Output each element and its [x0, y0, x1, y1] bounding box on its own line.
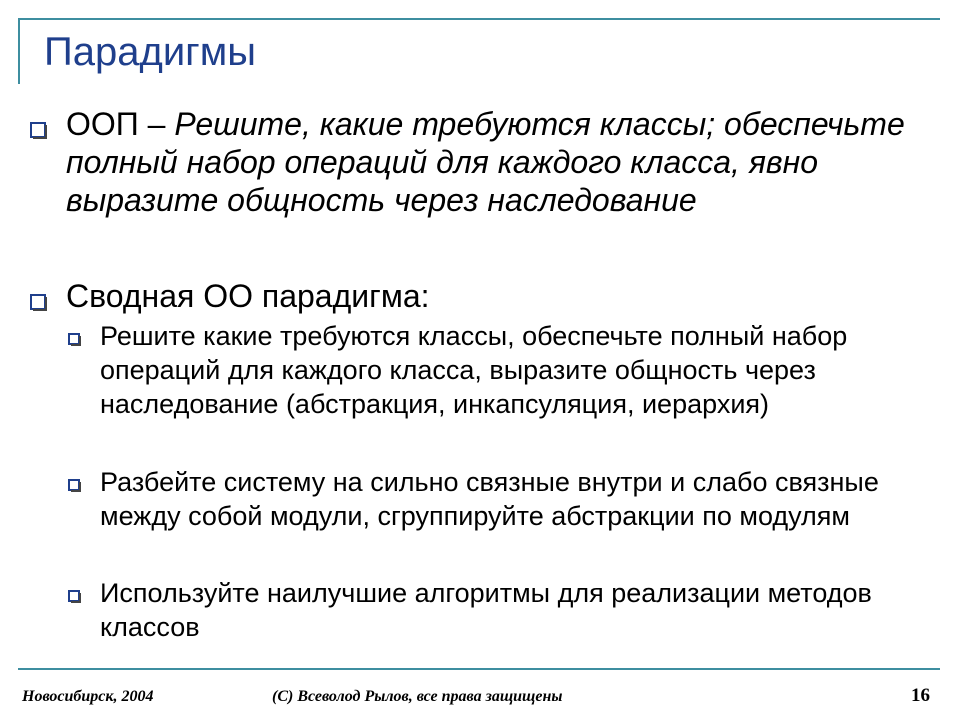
subbullet-item	[68, 319, 948, 421]
square-bullet-icon	[30, 122, 46, 138]
bullet-text	[66, 105, 945, 219]
subbullet-text: Используйте наилучшие алгоритмы для реализации методов классов	[100, 578, 872, 642]
subbullet-text: Решите какие требуются классы, обеспечьте полный набор операций для каждого класса, выразите общность через наследование (абстракция, инкапсуляция, иерархия)	[100, 321, 848, 419]
bullet-oop	[30, 105, 945, 219]
bottom-rule	[18, 668, 940, 670]
bullet-lead: ООП –	[66, 106, 175, 142]
square-bullet-icon	[30, 294, 46, 310]
subbullet-text: Разбейте систему на сильно связные внутри и слабо связные между собой модули, сгруппируйте абстракции по модулям	[100, 467, 879, 531]
bullet-italic-text: Решите, какие требуются классы; обеспечьте полный набор операций для каждого класса, явно выразите общность через наследование	[66, 106, 905, 218]
square-bullet-icon	[68, 479, 80, 491]
subbullet-item	[68, 576, 948, 644]
bullet-lead: Сводная ОО парадигма:	[66, 278, 430, 314]
bullet-summary-paradigm	[30, 277, 945, 315]
subbullet-item	[68, 465, 948, 533]
left-rule	[18, 18, 20, 84]
square-bullet-icon	[68, 590, 80, 602]
page-number: 16	[911, 685, 930, 706]
footer-location: Новосибирск, 2004	[22, 688, 154, 705]
square-bullet-icon	[68, 333, 80, 345]
footer-copyright: (C) Всеволод Рылов, все права защищены	[272, 688, 563, 705]
slide-title: Парадигмы	[44, 30, 257, 74]
top-rule	[18, 18, 940, 20]
